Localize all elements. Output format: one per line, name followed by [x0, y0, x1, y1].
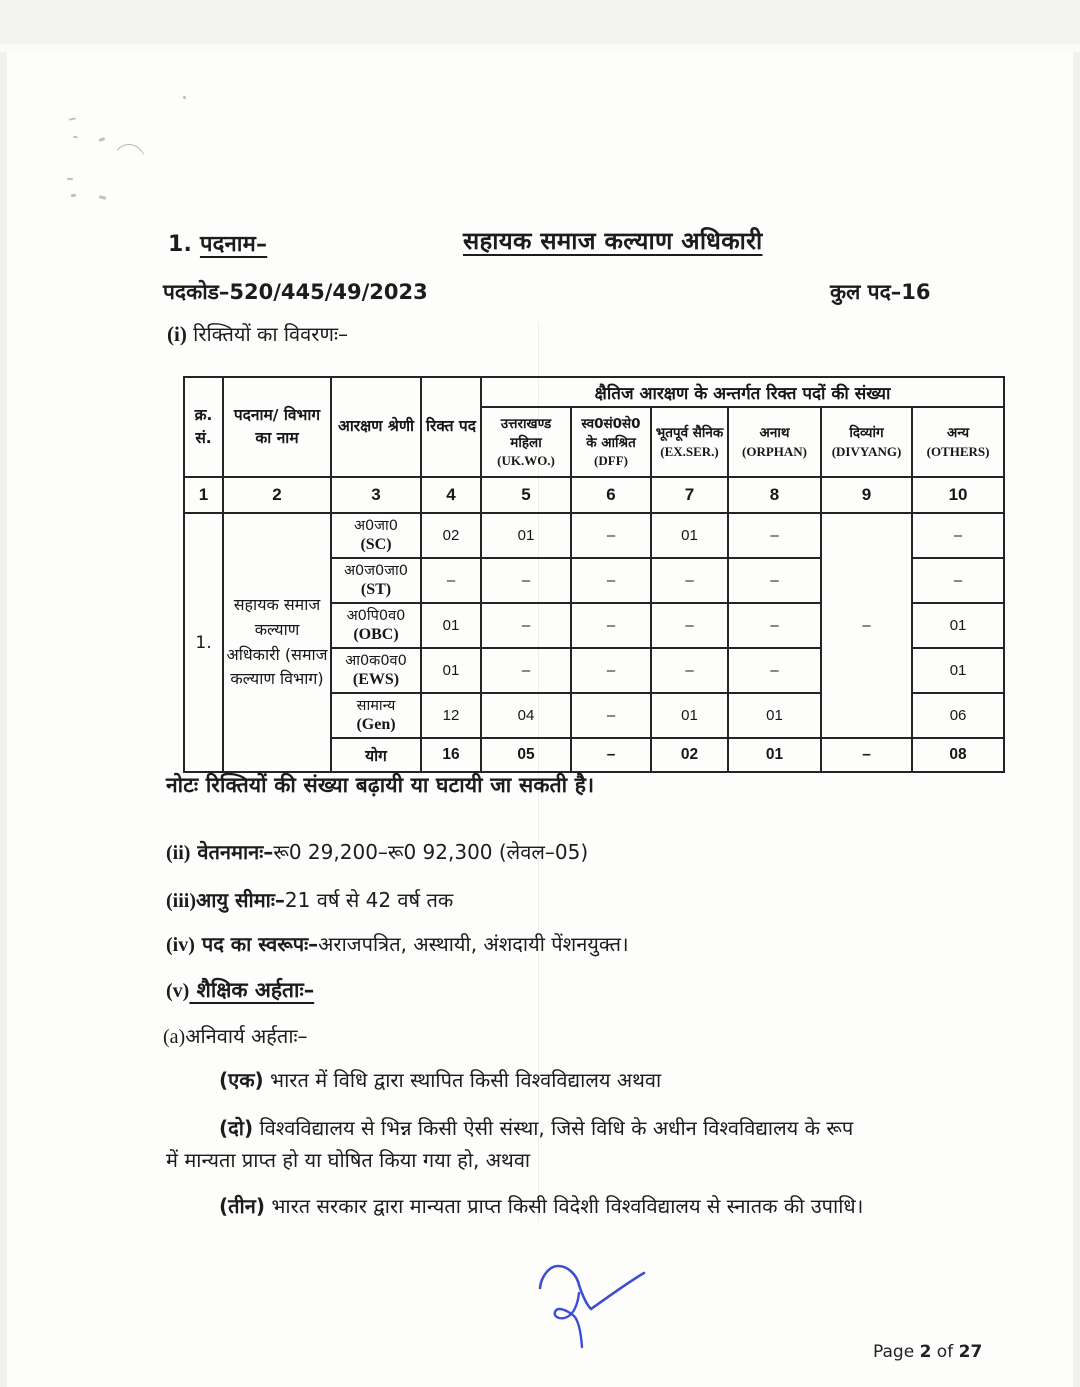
page-number: Page 2 of 27 — [873, 1342, 983, 1362]
table-row-st: अ0ज0जा0 (ST) – – – – – – — [184, 558, 1004, 603]
pay-scale-line: (ii) वेतनमानः–रू0 29,200–रू0 92,300 (लेवल–05) — [166, 840, 589, 864]
mandatory-heading: (a)अनिवार्य अर्हताः– — [163, 1024, 308, 1048]
page-title: सहायक समाज कल्याण अधिकारी — [463, 227, 763, 255]
scan-speck — [183, 96, 186, 99]
th-orphan: अनाथ (ORPHAN) — [728, 407, 821, 477]
education-heading: (v) शैक्षिक अर्हताः– — [166, 978, 315, 1002]
th-dff: स्व0सं0से0 के आश्रित (DFF) — [571, 407, 651, 477]
th-divyang: दिव्यांग (DIVYANG) — [821, 407, 912, 477]
marker-do: (दो) — [219, 1116, 254, 1140]
table-row-total: योग 16 05 – 02 01 – 08 — [184, 738, 1004, 772]
th-vacant: रिक्त पद — [421, 377, 481, 477]
th-post-name: पदनाम/ विभाग का नाम — [223, 377, 331, 477]
category-cell: अ0जा0 (SC) — [331, 513, 421, 558]
total-label-cell: योग — [331, 738, 421, 772]
heading-label: पदनाम– — [199, 232, 268, 257]
marker-v: (v) — [166, 980, 190, 1002]
section-i-marker: (i) — [167, 322, 187, 346]
qualification-three: (तीन) भारत सरकार द्वारा मान्यता प्राप्त किसी विदेशी विश्वविद्यालय से स्नातक की उपाधि। — [219, 1194, 864, 1218]
total-posts: कुल पद–16 — [830, 280, 931, 304]
section-i-text: रिक्तियों का विवरणः– — [186, 322, 348, 346]
scan-speck — [71, 194, 76, 198]
post-name-cell: सहायक समाज कल्याण अधिकारी (समाज कल्याण विभाग) — [223, 513, 331, 772]
column-number-row: 1 2 3 4 5 6 7 8 9 10 — [184, 477, 1004, 513]
category-cell: सामान्य (Gen) — [331, 693, 421, 738]
vacancy-table — [183, 376, 1005, 773]
scan-speck — [69, 117, 76, 120]
vacancy-note: नोटः रिक्तियों की संख्या बढ़ायी या घटायी जा सकती है। — [166, 773, 595, 797]
qualification-two-line2: में मान्यता प्राप्त हो या घोषित किया गया हो, अथवा — [166, 1148, 531, 1172]
scan-speck — [73, 136, 78, 139]
th-exser: भूतपूर्व सैनिक (EX.SER.) — [651, 407, 728, 477]
divyang-merged-cell: – — [821, 513, 912, 738]
scan-speck — [67, 178, 73, 180]
th-horizontal-group: क्षैतिज आरक्षण के अन्तर्गत रिक्त पदों की संख्या — [481, 377, 1004, 407]
table-row-sc: 1. सहायक समाज कल्याण अधिकारी (समाज कल्याण विभाग) अ0जा0 (SC) 02 01 – 01 – – – — [184, 513, 1004, 558]
scan-top-band — [0, 44, 1080, 52]
post-code: पदकोड–520/445/49/2023 — [163, 280, 428, 304]
table-row-gen: सामान्य (Gen) 12 04 – 01 01 06 — [184, 693, 1004, 738]
qualification-one: (एक) भारत में विधि द्वारा स्थापित किसी विश्वविद्यालय अथवा — [219, 1068, 662, 1092]
qualification-two-line1: (दो) विश्वविद्यालय से भिन्न किसी ऐसी संस्था, जिसे विधि के अधीन विश्वविद्यालय के रूप — [219, 1116, 854, 1140]
heading-index: 1. — [168, 232, 193, 257]
th-serial: क्र. सं. — [184, 377, 223, 477]
category-cell: अ0पि0व0 (OBC) — [331, 603, 421, 648]
section-i-heading — [167, 320, 348, 347]
marker-iii: (iii) — [166, 890, 196, 912]
marker-teen: (तीन) — [219, 1194, 265, 1218]
age-limit-line: (iii)आयु सीमाः–21 वर्ष से 42 वर्ष तक — [166, 888, 454, 912]
document-page — [7, 52, 1073, 1387]
scan-top-strip — [0, 0, 1080, 44]
th-others: अन्य (OTHERS) — [912, 407, 1004, 477]
serial-cell: 1. — [184, 513, 223, 772]
heading-left — [168, 228, 267, 258]
th-category: आरक्षण श्रेणी — [331, 377, 421, 477]
signature-ink — [522, 1248, 672, 1360]
marker-ii: (ii) — [166, 842, 191, 864]
pencil-arc-mark — [111, 144, 147, 166]
category-cell: आ0क0व0 (EWS) — [331, 648, 421, 693]
table-row-obc: अ0पि0व0 (OBC) 01 – – – – 01 — [184, 603, 1004, 648]
table-row-ews: आ0क0व0 (EWS) 01 – – – – 01 — [184, 648, 1004, 693]
marker-iv: (iv) — [166, 934, 195, 956]
scan-speck — [99, 137, 106, 142]
post-nature-line: (iv) पद का स्वरूपः–अराजपत्रित, अस्थायी, अंशदायी पेंशनयुक्त। — [166, 932, 629, 956]
marker-ek: (एक) — [219, 1068, 264, 1092]
th-ukwo: उत्तराखण्ड महिला (UK.WO.) — [481, 407, 571, 477]
marker-a: (a) — [163, 1026, 186, 1048]
category-cell: अ0ज0जा0 (ST) — [331, 558, 421, 603]
scan-speck — [99, 195, 107, 200]
